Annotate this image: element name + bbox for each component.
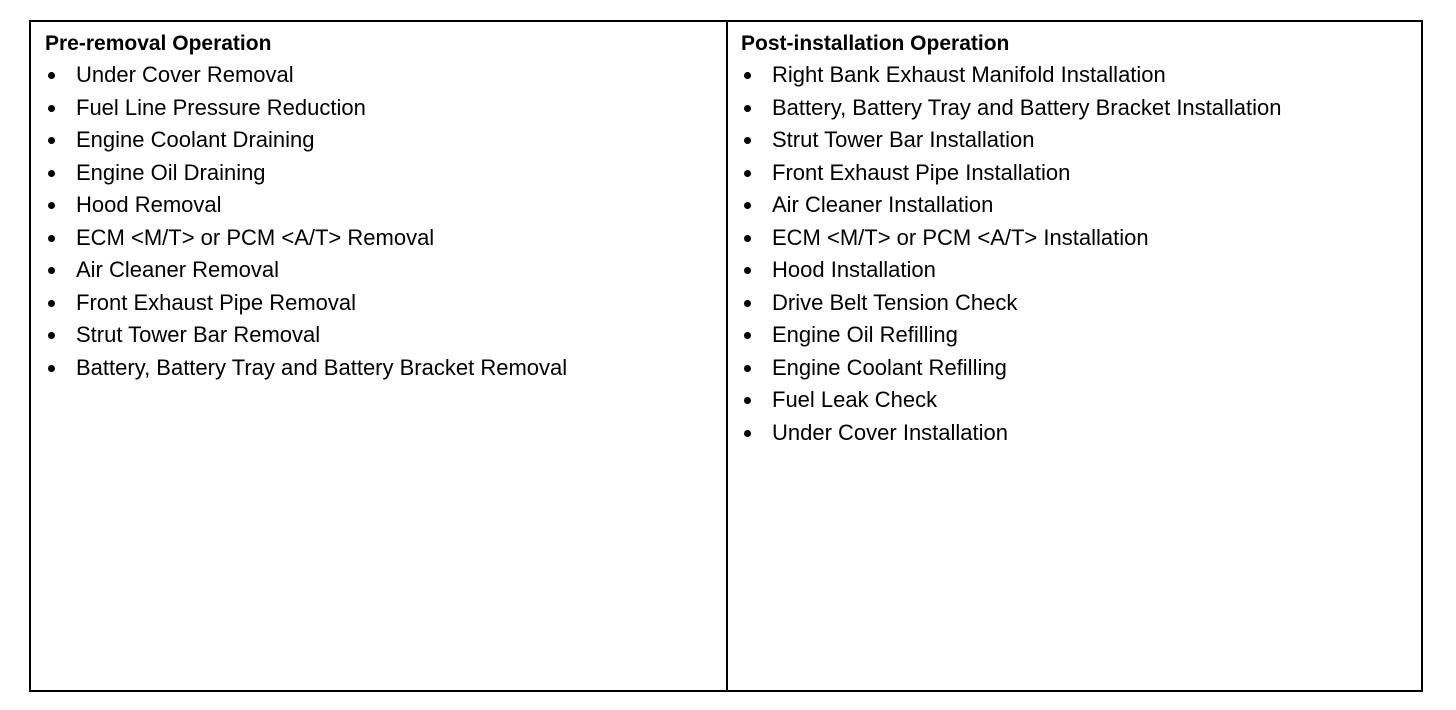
bullet-icon [744, 332, 751, 339]
list-item-label: Hood Removal [76, 192, 222, 217]
list-item-label: Fuel Leak Check [772, 387, 938, 412]
list-item [45, 189, 726, 222]
list-item-label: Front Exhaust Pipe Installation [772, 159, 1071, 185]
bullet-icon [744, 397, 751, 404]
list-item [741, 319, 1421, 352]
list-item-label: Under Cover Installation [772, 419, 1009, 445]
list-item-label: Engine Coolant Draining [76, 127, 315, 152]
bullet-icon [744, 365, 751, 372]
bullet-icon [48, 202, 55, 209]
list-item-label: Air Cleaner Removal [76, 257, 279, 282]
list-item [741, 287, 1421, 320]
list-item [741, 352, 1421, 385]
list-item [741, 254, 1421, 287]
list-item [45, 254, 726, 287]
list-item-label: ECM <M/T> or PCM <A/T> Removal [76, 224, 435, 250]
list-item [45, 287, 726, 320]
list-item-label: Strut Tower Bar Removal [76, 322, 321, 347]
list-item [741, 189, 1421, 222]
pre-removal-heading: Pre-removal Operation [45, 32, 272, 55]
list-item [741, 417, 1421, 450]
list-item-label: Battery, Battery Tray and Battery Bracket Installation [772, 94, 1282, 120]
bullet-icon [744, 137, 751, 144]
list-item-label: Battery, Battery Tray and Battery Bracket Removal [76, 354, 568, 380]
post-installation-list [741, 59, 1421, 449]
list-item [741, 384, 1421, 417]
list-item-label: Air Cleaner Installation [772, 192, 994, 217]
bullet-icon [48, 105, 55, 112]
list-item-label: ECM <M/T> or PCM <A/T> Installation [772, 224, 1149, 250]
bullet-icon [744, 105, 751, 112]
bullet-icon [48, 170, 55, 177]
bullet-icon [744, 202, 751, 209]
bullet-icon [48, 137, 55, 144]
bullet-icon [48, 267, 55, 274]
bullet-icon [48, 332, 55, 339]
list-item [741, 124, 1421, 157]
list-item-label: Fuel Line Pressure Reduction [76, 94, 366, 120]
list-item-label: Engine Coolant Refilling [772, 354, 1007, 380]
bullet-icon [744, 267, 751, 274]
pre-removal-list [45, 59, 726, 384]
list-item [741, 222, 1421, 255]
bullet-icon [48, 235, 55, 242]
list-item [45, 352, 726, 385]
list-item [45, 59, 726, 92]
list-item-label: Front Exhaust Pipe Removal [76, 289, 357, 315]
bullet-icon [48, 300, 55, 307]
list-item [45, 222, 726, 255]
list-item-label: Right Bank Exhaust Manifold Installation [772, 62, 1166, 87]
bullet-icon [48, 72, 55, 79]
list-item [45, 157, 726, 190]
list-item-label: Under Cover Removal [76, 62, 294, 87]
bullet-icon [744, 235, 751, 242]
list-item [741, 59, 1421, 92]
post-installation-heading: Post-installation Operation [741, 32, 1010, 55]
bullet-icon [48, 365, 55, 372]
list-item-label: Hood Installation [772, 257, 936, 282]
pre-removal-column [31, 22, 728, 690]
bullet-icon [744, 72, 751, 79]
list-item [45, 319, 726, 352]
bullet-icon [744, 300, 751, 307]
list-item [741, 92, 1421, 125]
bullet-icon [744, 170, 751, 177]
list-item-label: Engine Oil Refilling [772, 322, 958, 347]
post-installation-column [728, 22, 1421, 690]
list-item [45, 92, 726, 125]
list-item-label: Strut Tower Bar Installation [772, 127, 1035, 152]
list-item [741, 157, 1421, 190]
operations-table [29, 20, 1423, 692]
list-item-label: Engine Oil Draining [76, 159, 266, 185]
bullet-icon [744, 430, 751, 437]
list-item-label: Drive Belt Tension Check [772, 289, 1018, 315]
list-item [45, 124, 726, 157]
